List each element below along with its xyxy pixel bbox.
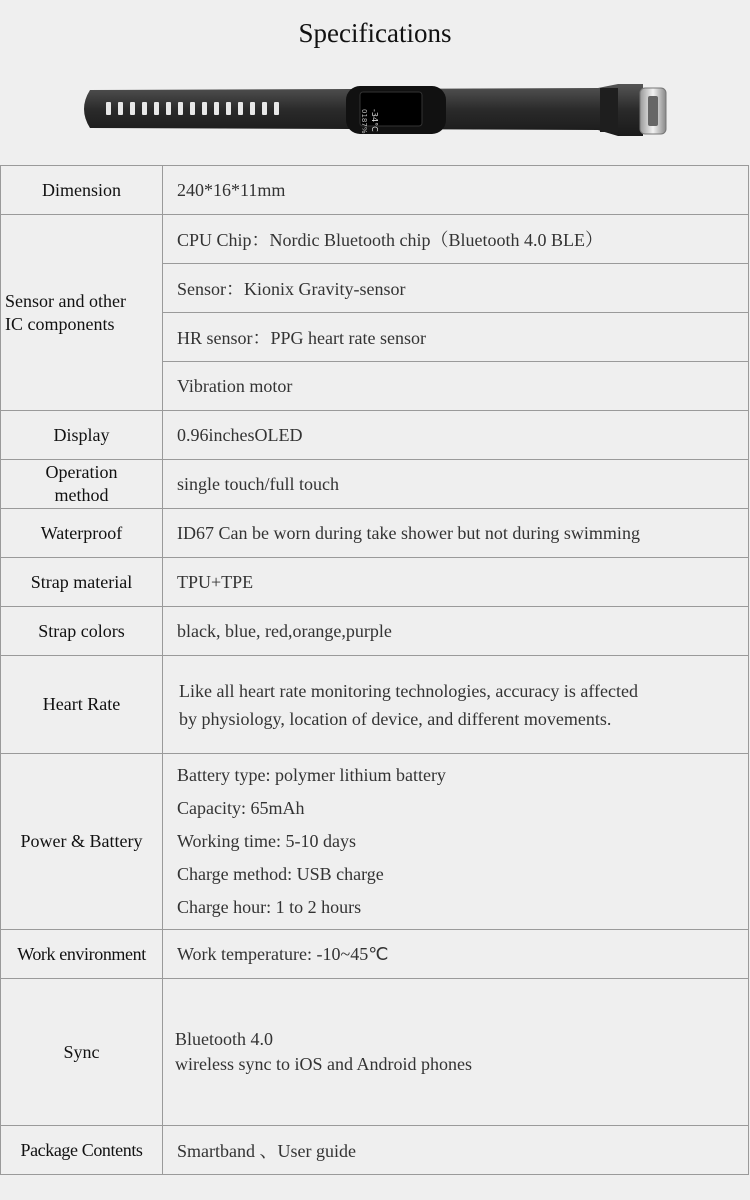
spec-table bbox=[0, 165, 749, 1175]
label-work-environment: Work environment bbox=[1, 930, 163, 979]
label-power-battery: Power & Battery bbox=[1, 754, 163, 930]
label-operation bbox=[1, 460, 163, 509]
table-row bbox=[1, 930, 749, 979]
label-operation-line2: method bbox=[54, 485, 109, 505]
value-package-contents: Smartband 、User guide bbox=[163, 1126, 749, 1175]
battery-capacity: Capacity: 65mAh bbox=[177, 798, 305, 818]
label-package-contents: Package Contents bbox=[1, 1126, 163, 1175]
smartband-image bbox=[78, 80, 673, 142]
label-display: Display bbox=[1, 411, 163, 460]
label-strap-material: Strap material bbox=[1, 558, 163, 607]
value-waterproof: ID67 Can be worn during take shower but not during swimming bbox=[163, 509, 749, 558]
value-dimension: 240*16*11mm bbox=[163, 166, 749, 215]
label-strap-colors: Strap colors bbox=[1, 607, 163, 656]
value-strap-material: TPU+TPE bbox=[163, 558, 749, 607]
value-display: 0.96inchesOLED bbox=[163, 411, 749, 460]
table-row bbox=[1, 979, 749, 1126]
value-heart-rate bbox=[163, 656, 749, 754]
label-dimension: Dimension bbox=[1, 166, 163, 215]
screen-line2: 0187% bbox=[360, 109, 368, 134]
table-row bbox=[1, 166, 749, 215]
label-operation-line1: Operation bbox=[45, 462, 118, 482]
label-sensor bbox=[1, 215, 163, 411]
value-work-environment: Work temperature: -10~45℃ bbox=[163, 930, 749, 979]
value-vibration-motor: Vibration motor bbox=[163, 362, 749, 411]
sync-line1: Bluetooth 4.0 bbox=[175, 1029, 273, 1049]
heart-rate-line2: by physiology, location of device, and different movements. bbox=[179, 708, 612, 729]
table-row bbox=[1, 607, 749, 656]
table-row bbox=[1, 509, 749, 558]
value-operation: single touch/full touch bbox=[163, 460, 749, 509]
value-power-battery bbox=[163, 754, 749, 930]
table-row bbox=[1, 754, 749, 930]
sync-line2: wireless sync to iOS and Android phones bbox=[175, 1054, 472, 1074]
label-sensor-line1: Sensor and other bbox=[5, 290, 126, 311]
heart-rate-line1: Like all heart rate monitoring technologies, accuracy is affected bbox=[179, 680, 638, 701]
working-time: Working time: 5-10 days bbox=[177, 831, 357, 851]
page-title: Specifications bbox=[298, 18, 452, 48]
label-heart-rate: Heart Rate bbox=[1, 656, 163, 754]
value-cpu-chip: CPU Chip：Nordic Bluetooth chip（Bluetooth 4.0 BLE） bbox=[163, 215, 749, 264]
table-row bbox=[1, 558, 749, 607]
table-row bbox=[1, 656, 749, 754]
table-row bbox=[1, 411, 749, 460]
battery-type: Battery type: polymer lithium battery bbox=[177, 765, 446, 785]
value-gravity-sensor: Sensor：Kionix Gravity-sensor bbox=[163, 264, 749, 313]
charge-method: Charge method: USB charge bbox=[177, 864, 384, 884]
table-row bbox=[1, 1126, 749, 1175]
table-row bbox=[1, 215, 749, 264]
label-sensor-line2: IC components bbox=[5, 313, 115, 334]
charge-hour: Charge hour: 1 to 2 hours bbox=[177, 897, 362, 917]
table-row bbox=[1, 460, 749, 509]
label-sync: Sync bbox=[1, 979, 163, 1126]
value-sync bbox=[163, 979, 749, 1126]
value-strap-colors: black, blue, red,orange,purple bbox=[163, 607, 749, 656]
label-waterproof: Waterproof bbox=[1, 509, 163, 558]
screen-line1: -34°C bbox=[370, 109, 379, 132]
value-hr-sensor: HR sensor：PPG heart rate sensor bbox=[163, 313, 749, 362]
